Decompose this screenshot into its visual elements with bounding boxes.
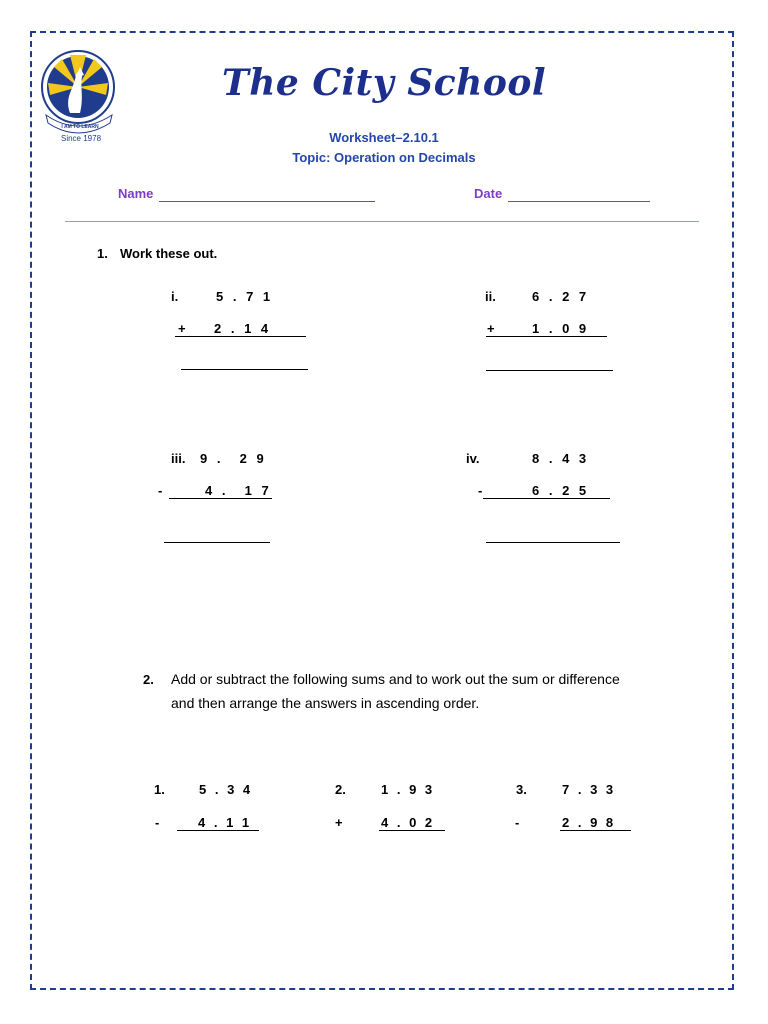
problem-top-number: 5 . 7 1 (216, 289, 271, 304)
problem-operator: + (487, 321, 495, 336)
answer-line[interactable] (164, 542, 270, 543)
logo-since: Since 1978 (60, 134, 102, 143)
logo-motto: I AM TO LEARN (61, 124, 99, 130)
problem-operator: + (178, 321, 186, 336)
header-divider (65, 221, 699, 222)
problem-top-number: 7 . 3 3 (562, 782, 614, 797)
problem-top-number: 6 . 2 7 (532, 289, 587, 304)
answer-line[interactable] (486, 542, 620, 543)
date-label: Date (474, 186, 503, 201)
problem-underline (560, 830, 631, 831)
problem-operator: + (335, 815, 343, 830)
problem-label: ii. (485, 289, 496, 304)
problem-underline (175, 336, 306, 337)
problem-top-number: 9 . 2 9 (200, 451, 264, 466)
q2-number: 2. (143, 672, 154, 687)
problem-bottom-number: 1 . 0 9 (532, 321, 587, 336)
worksheet-number: Worksheet–2.10.1 (329, 130, 439, 145)
answer-line[interactable] (486, 370, 613, 371)
answer-line[interactable] (181, 369, 308, 370)
problem-underline (177, 830, 259, 831)
problem-top-number: 8 . 4 3 (532, 451, 587, 466)
problem-operator: - (158, 483, 163, 498)
name-label: Name (118, 186, 154, 201)
q2-instruction-line1: Add or subtract the following sums and to work out the sum or difference (171, 671, 620, 687)
date-field[interactable] (508, 201, 650, 202)
problem-bottom-number: 4 . 1 1 (198, 815, 250, 830)
problem-underline (483, 498, 610, 499)
problem-operator: - (515, 815, 520, 830)
problem-bottom-number: 2 . 9 8 (562, 815, 614, 830)
problem-bottom-number: 6 . 2 5 (532, 483, 587, 498)
problem-underline (379, 830, 445, 831)
problem-label: i. (171, 289, 179, 304)
q1-number: 1. (97, 246, 108, 261)
name-field[interactable] (159, 201, 375, 202)
page-border (30, 31, 734, 990)
problem-underline (169, 498, 272, 499)
problem-operator: - (155, 815, 160, 830)
problem-label: iv. (466, 451, 480, 466)
problem-underline (486, 336, 607, 337)
q2-instruction-line2: and then arrange the answers in ascending order. (171, 695, 480, 711)
problem-bottom-number: 2 . 1 4 (214, 321, 269, 336)
problem-label: iii. (171, 451, 186, 466)
problem-bottom-number: 4 . 1 7 (205, 483, 269, 498)
problem-label: 3. (516, 782, 527, 797)
problem-operator: - (478, 483, 483, 498)
worksheet-topic: Topic: Operation on Decimals (292, 150, 476, 165)
problem-top-number: 1 . 9 3 (381, 782, 433, 797)
q1-instruction: Work these out. (120, 246, 218, 261)
school-name: The City School (221, 62, 547, 104)
problem-label: 2. (335, 782, 346, 797)
problem-label: 1. (154, 782, 165, 797)
problem-bottom-number: 4 . 0 2 (381, 815, 433, 830)
problem-top-number: 5 . 3 4 (199, 782, 251, 797)
